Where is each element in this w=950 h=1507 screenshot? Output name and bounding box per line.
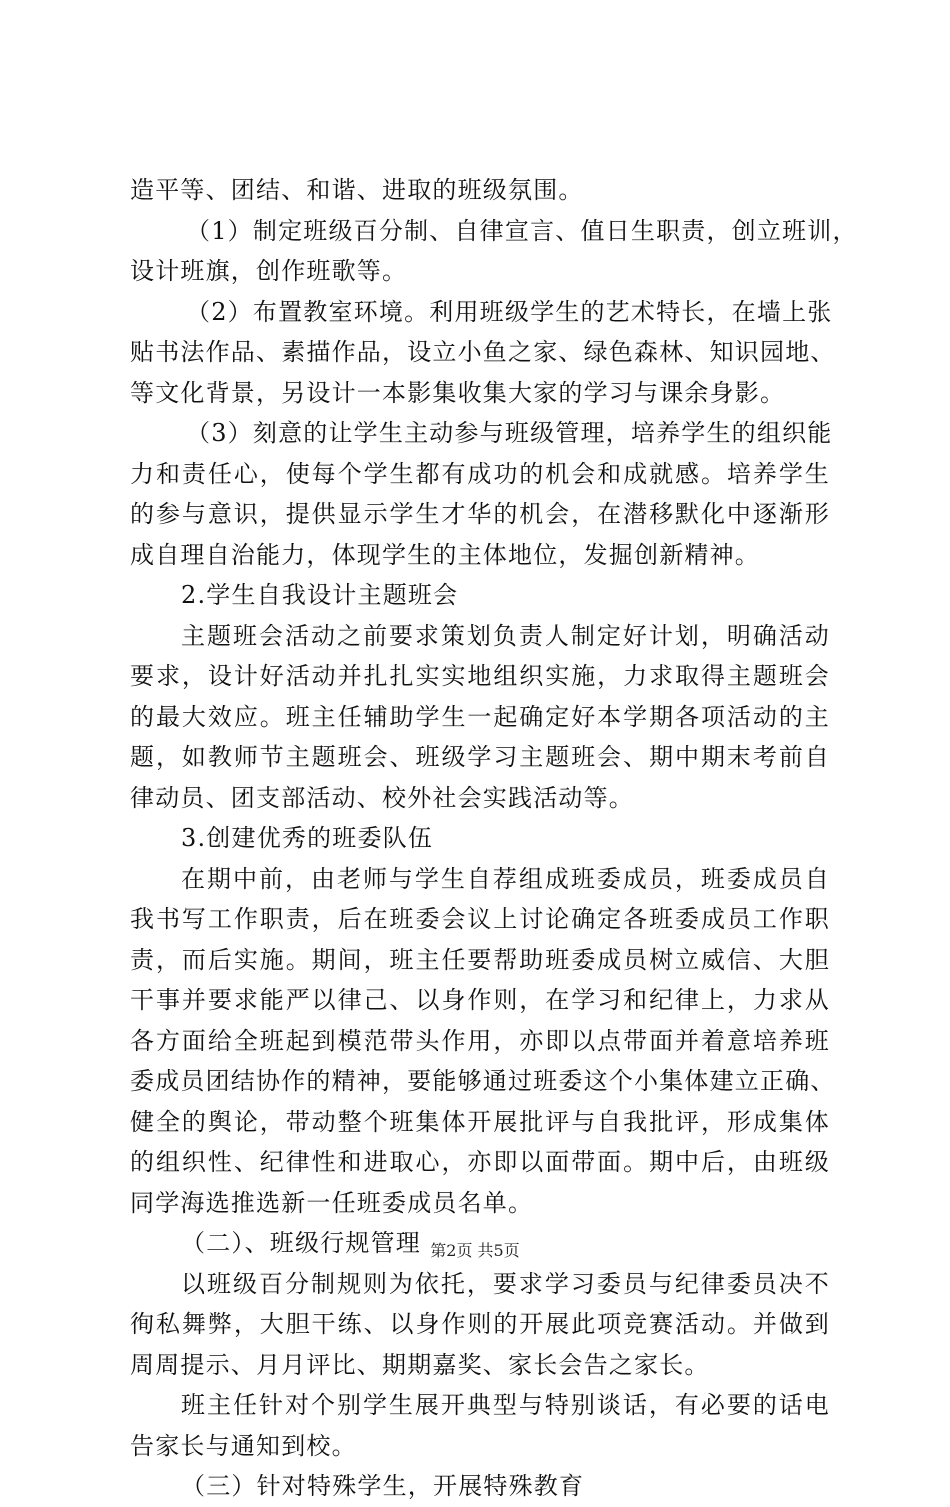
text-line: 我书写工作职责，后在班委会议上讨论确定各班委成员工作职 bbox=[130, 905, 830, 933]
text-line: 贴书法作品、素描作品，设立小鱼之家、绿色森林、知识园地、 bbox=[130, 338, 836, 366]
text-line: 要求，设计好活动并扎扎实实地组织实施，力求取得主题班会 bbox=[130, 662, 830, 690]
text-line: 主题班会活动之前要求策划负责人制定好计划，明确活动 bbox=[181, 621, 830, 650]
text-line: 班主任针对个别学生展开典型与特别谈话，有必要的话电 bbox=[181, 1391, 830, 1419]
text-line: 的最大效应。班主任辅助学生一起确定好本学期各项活动的主 bbox=[130, 702, 830, 731]
text-line: 设计班旗，创作班歌等。 bbox=[130, 257, 408, 285]
text-line: 2.学生自我设计主题班会 bbox=[181, 581, 459, 609]
text-line: 以班级百分制规则为依托，要求学习委员与纪律委员决不 bbox=[181, 1269, 830, 1298]
text-line: （3）刻意的让学生主动参与班级管理，培养学生的组织能 bbox=[186, 419, 833, 447]
page-footer: 第2页 共5页 bbox=[430, 1241, 520, 1260]
text-line: 委成员团结协作的精神，要能够通过班委这个小集体建立正确、 bbox=[130, 1067, 836, 1095]
text-line: 各方面给全班起到模范带头作用，亦即以点带面并着意培养班 bbox=[130, 1026, 830, 1055]
text-line: 告家长与通知到校。 bbox=[130, 1431, 357, 1460]
text-line: 等文化背景，另设计一本影集收集大家的学习与课余身影。 bbox=[130, 378, 786, 407]
text-line: 力和责任心，使每个学生都有成功的机会和成就感。培养学生 bbox=[130, 459, 830, 488]
text-line: 责，而后实施。期间，班主任要帮助班委成员树立威信、大胆 bbox=[130, 945, 830, 974]
text-line: 成自理自治能力，体现学生的主体地位，发掘创新精神。 bbox=[130, 540, 760, 569]
text-line: 题，如教师节主题班会、班级学习主题班会、期中期末考前自 bbox=[130, 743, 830, 771]
text-line: 律动员、团支部活动、校外社会实践活动等。 bbox=[130, 783, 634, 812]
text-line: 干事并要求能严以律己、以身作则，在学习和纪律上，力求从 bbox=[130, 986, 830, 1014]
text-line: （2）布置教室环境。利用班级学生的艺术特长，在墙上张 bbox=[186, 297, 833, 326]
text-line: 健全的舆论，带动整个班集体开展批评与自我批评，形成集体 bbox=[130, 1107, 830, 1136]
text-line: 周周提示、月月评比、期期嘉奖、家长会告之家长。 bbox=[130, 1350, 710, 1379]
text-line: 的组织性、纪律性和进取心，亦即以面带面。期中后，由班级 bbox=[130, 1148, 830, 1176]
text-line: 徇私舞弊，大胆干练、以身作则的开展此项竞赛活动。并做到 bbox=[130, 1310, 830, 1338]
text-line: 在期中前，由老师与学生自荐组成班委成员，班委成员自 bbox=[181, 864, 830, 893]
document-body bbox=[130, 170, 858, 1507]
text-line: 造平等、团结、和谐、进取的班级氛围。 bbox=[130, 176, 584, 204]
text-line: （1）制定班级百分制、自律宣言、值日生职责，创立班训， bbox=[186, 216, 858, 245]
text-line: 的参与意识，提供显示学生才华的机会，在潜移默化中逐渐形 bbox=[130, 500, 830, 528]
text-line: 同学海选推选新一任班委成员名单。 bbox=[130, 1188, 534, 1217]
text-line: （三）针对特殊学生，开展特殊教育 bbox=[181, 1472, 585, 1500]
text-line: 3.创建优秀的班委队伍 bbox=[181, 824, 434, 852]
text-line: （二）、班级行规管理 bbox=[181, 1229, 421, 1257]
